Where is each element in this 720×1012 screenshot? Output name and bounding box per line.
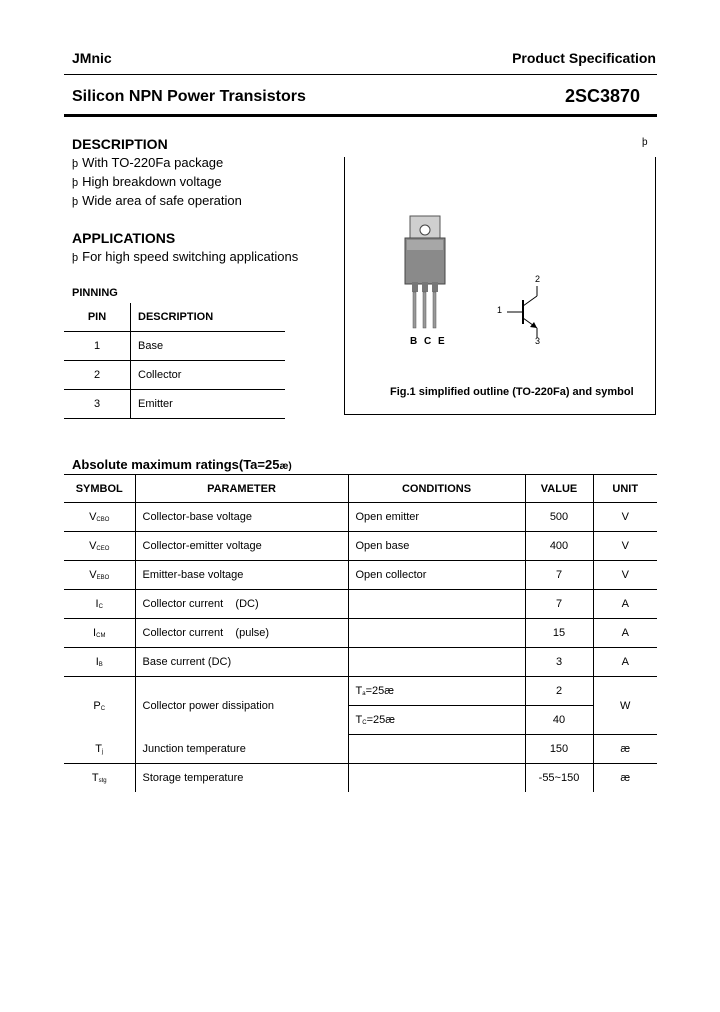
corner-mark: þ: [642, 137, 648, 148]
description-item: þ With TO-220Fa package: [72, 155, 224, 170]
unit-cell: V: [593, 561, 657, 590]
conditions-cell: [348, 619, 525, 648]
table-row: [64, 648, 657, 677]
figure-caption: Fig.1 simplified outline (TO-220Fa) and symbol: [390, 386, 634, 398]
pinning-table: [64, 303, 285, 419]
bullet-glyph: þ: [72, 196, 79, 208]
parameter-cell: Storage temperature: [135, 764, 348, 793]
table-row: [64, 503, 657, 532]
unit-cell: W: [593, 677, 657, 735]
parameter-cell: Base current (DC): [135, 648, 348, 677]
value-cell: 40: [525, 706, 593, 735]
table-row: [64, 561, 657, 590]
value-cell: 150: [525, 735, 593, 764]
parameter-cell: Collector-base voltage: [135, 503, 348, 532]
table-header-row: [64, 475, 657, 503]
conditions-cell: [348, 764, 525, 793]
package-outline-image: [395, 212, 455, 332]
symbol-cell: $V_{EBO}$: [64, 561, 135, 590]
symbol-cell: $I_{CM}$: [64, 619, 135, 648]
pin-number: 3: [64, 390, 131, 419]
table-row: [64, 361, 285, 390]
unit-cell: A: [593, 590, 657, 619]
conditions-cell: Open emitter: [348, 503, 525, 532]
unit-cell: V: [593, 532, 657, 561]
ratings-table: [64, 474, 657, 792]
value-cell: 2: [525, 677, 593, 706]
figure-box: [344, 157, 656, 415]
parameter-cell: Junction temperature: [135, 735, 348, 764]
value-cell: 500: [525, 503, 593, 532]
symbol-pin-3: 3: [535, 336, 541, 346]
symbol-pin-2: 2: [535, 274, 541, 284]
symbol-col-header: SYMBOL: [64, 475, 135, 503]
conditions-cell: Open collector: [348, 561, 525, 590]
ratings-heading: Absolute maximum ratings(Ta=25æ): [72, 457, 292, 472]
unit-cell: A: [593, 619, 657, 648]
parameter-col-header: PARAMETER: [135, 475, 348, 503]
value-cell: 7: [525, 590, 593, 619]
parameter-cell: Emitter-base voltage: [135, 561, 348, 590]
pinning-heading: PINNING: [72, 287, 118, 299]
table-row: [64, 332, 285, 361]
header-rule: [64, 74, 657, 75]
description-item: þ Wide area of safe operation: [72, 193, 242, 208]
bullet-glyph: þ: [72, 177, 79, 189]
description-heading: DESCRIPTION: [72, 136, 168, 152]
desc-col-header: DESCRIPTION: [131, 303, 286, 332]
table-row: [64, 619, 657, 648]
pin-description: Collector: [131, 361, 286, 390]
table-row: [64, 677, 657, 706]
value-cell: 15: [525, 619, 593, 648]
unit-cell: A: [593, 648, 657, 677]
bullet-glyph: þ: [72, 158, 79, 170]
pin-description: Base: [131, 332, 286, 361]
symbol-cell: $V_{CEO}$: [64, 532, 135, 561]
applications-item: þ For high speed switching applications: [72, 249, 299, 264]
unit-col-header: UNIT: [593, 475, 657, 503]
unit-cell: æ: [593, 735, 657, 764]
value-cell: -55~150: [525, 764, 593, 793]
value-cell: 3: [525, 648, 593, 677]
value-cell: 400: [525, 532, 593, 561]
description-item: þ High breakdown voltage: [72, 174, 222, 189]
applications-heading: APPLICATIONS: [72, 230, 176, 246]
parameter-cell: Collector power dissipation: [135, 677, 348, 735]
conditions-cell: [348, 648, 525, 677]
table-row: [64, 735, 657, 764]
pin-col-header: PIN: [64, 303, 131, 332]
parameter-cell: Collector-emitter voltage: [135, 532, 348, 561]
table-row: [64, 390, 285, 419]
unit-cell: æ: [593, 764, 657, 793]
conditions-col-header: CONDITIONS: [348, 475, 525, 503]
symbol-cell: $T_{stg}$: [91, 772, 107, 784]
conditions-cell: $T_C=25æ$: [348, 706, 525, 735]
symbol-cell: $T_j$: [64, 735, 135, 764]
symbol-cell: $V_{CBO}$: [64, 503, 135, 532]
package-pin-labels: B C E: [410, 336, 447, 347]
conditions-cell: [348, 590, 525, 619]
bullet-glyph: þ: [72, 252, 79, 264]
conditions-cell: Open base: [348, 532, 525, 561]
table-row: [64, 532, 657, 561]
parameter-cell: Collector current (DC): [135, 590, 348, 619]
symbol-pin-1: 1: [497, 305, 503, 315]
pin-number: 1: [64, 332, 131, 361]
npn-transistor-symbol-icon: [505, 282, 555, 342]
title-rule: [64, 114, 657, 117]
value-cell: 7: [525, 561, 593, 590]
table-row: [64, 590, 657, 619]
unit-cell: V: [593, 503, 657, 532]
symbol-cell: $I_B$: [64, 648, 135, 677]
product-line-title: Silicon NPN Power Transistors: [72, 88, 306, 105]
conditions-cell: $T_a=25æ$: [348, 677, 525, 706]
value-col-header: VALUE: [525, 475, 593, 503]
conditions-cell: [348, 735, 525, 764]
symbol-cell: $P_C$: [93, 699, 106, 712]
symbol-cell: $I_C$: [64, 590, 135, 619]
parameter-cell: Collector current (pulse): [135, 619, 348, 648]
pin-description: Emitter: [131, 390, 286, 419]
pin-number: 2: [64, 361, 131, 390]
table-header-row: [64, 303, 285, 332]
doc-type: Product Specification: [512, 50, 656, 66]
table-row: [64, 764, 657, 793]
part-number: 2SC3870: [564, 86, 640, 106]
brand-name: JMnic: [72, 50, 112, 66]
